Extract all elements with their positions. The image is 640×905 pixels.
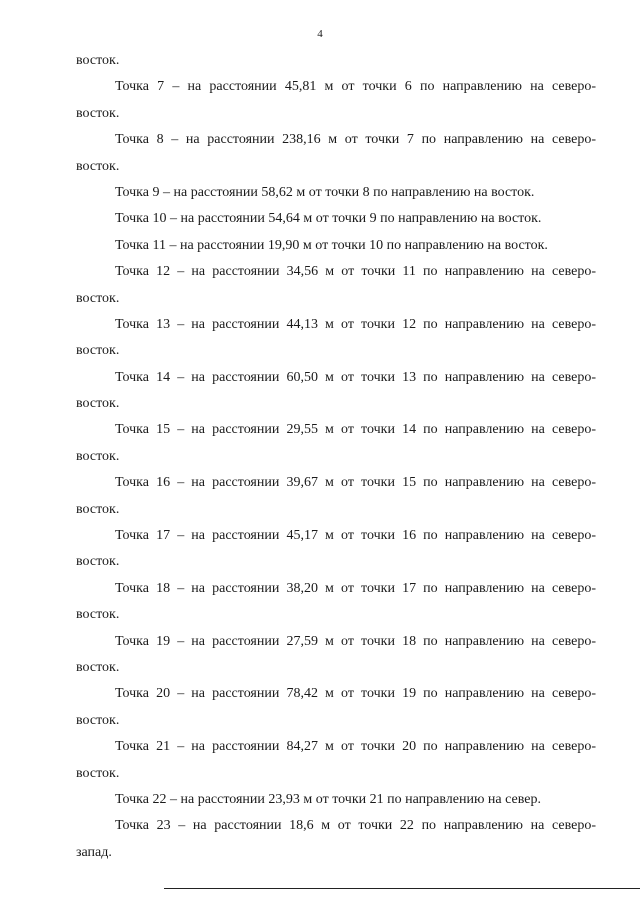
continuation-line: восток. [76,448,120,464]
continuation-line: восток. [76,53,120,68]
paragraph-line: Точка 13 – на расстоянии 44,13 м от точки 12 по направлению на северо- [115,316,596,332]
paragraph-line: Точка 15 – на расстоянии 29,55 м от точки 14 по направлению на северо- [115,422,596,438]
paragraph-line: Точка 21 – на расстоянии 84,27 м от точки 20 по направлению на северо- [115,739,596,755]
paragraph-line: Точка 11 – на расстоянии 19,90 м от точки 10 по направлению на восток. [115,237,548,253]
continuation-line: восток. [76,343,120,359]
paragraph-line: Точка 8 – на расстоянии 238,16 м от точки 7 по направлению на северо- [115,132,596,148]
continuation-line: восток. [76,158,120,174]
paragraph-line: Точка 14 – на расстоянии 60,50 м от точки 13 по направлению на северо- [115,369,596,385]
continuation-line: восток. [76,290,120,306]
footer-rule [164,888,640,889]
continuation-line: восток. [76,659,120,675]
paragraph-line: Точка 10 – на расстоянии 54,64 м от точки 9 по направлению на восток. [115,211,542,227]
continuation-line: восток. [76,607,120,623]
paragraph-line: Точка 20 – на расстоянии 78,42 м от точки 19 по направлению на северо- [115,686,596,702]
paragraph-line: Точка 17 – на расстоянии 45,17 м от точки 16 по направлению на северо- [115,528,596,544]
page-number: 4 [317,28,323,40]
paragraph-line: Точка 23 – на расстоянии 18,6 м от точки 22 по направлению на северо- [115,818,596,834]
paragraph-line: Точка 7 – на расстоянии 45,81 м от точки 6 по направлению на северо- [115,79,596,95]
paragraph-line: Точка 22 – на расстоянии 23,93 м от точки 21 по направлению на север. [115,791,541,807]
document-body [76,48,596,866]
paragraph-line: Точка 18 – на расстоянии 38,20 м от точки 17 по направлению на северо- [115,580,596,596]
continuation-line: восток. [76,105,120,121]
paragraph-line: Точка 16 – на расстоянии 39,67 м от точки 15 по направлению на северо- [115,475,596,491]
continuation-line: восток. [76,554,120,570]
continuation-line: запад. [76,844,112,860]
continuation-line: восток. [76,396,120,412]
continuation-line: восток. [76,501,120,517]
paragraph-line: Точка 12 – на расстоянии 34,56 м от точки 11 по направлению на северо- [115,264,596,280]
continuation-line: восток. [76,765,120,781]
continuation-line: восток. [76,712,120,728]
paragraph-line: Точка 19 – на расстоянии 27,59 м от точки 18 по направлению на северо- [115,633,596,649]
paragraph-line: Точка 9 – на расстоянии 58,62 м от точки 8 по направлению на восток. [115,184,535,200]
